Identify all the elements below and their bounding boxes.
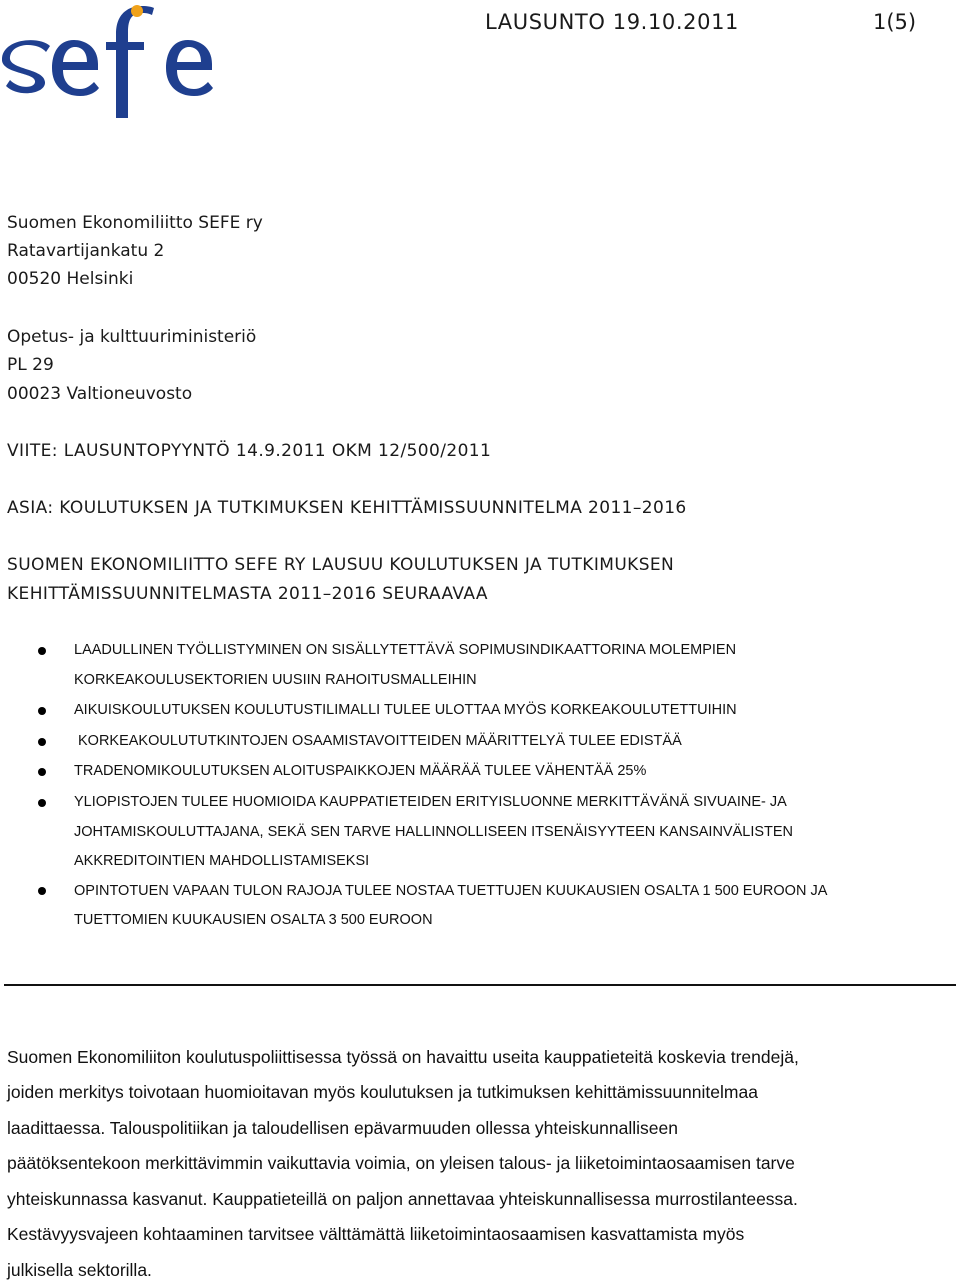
recipient-name: Opetus- ja kulttuuriministeriö: [7, 327, 257, 347]
page-number: 1(5): [873, 10, 917, 34]
body-line-3: laadittaessa. Talouspolitiikan ja taloudellisen epävarmuuden ollessa yhteiskunnalliseen: [7, 1118, 678, 1138]
bullet-item-2-line-1: AIKUISKOULUTUKSEN KOULUTUSTILIMALLI TULEE ULOTTAA MYÖS KORKEAKOULUTETTUIHIN: [74, 702, 737, 718]
sender-name: Suomen Ekonomiliitto SEFE ry: [7, 213, 263, 233]
bullet-item-6-line-1: OPINTOTUEN VAPAAN TULON RAJOJA TULEE NOSTAA TUETTUJEN KUUKAUSIEN OSALTA 1 500 EUROON JA: [74, 883, 828, 899]
bullet-item-5-line-3: AKKREDITOINTIEN MAHDOLLISTAMISEKSI: [74, 853, 370, 869]
bullet-icon: [38, 799, 46, 807]
recipient-city: 00023 Valtioneuvosto: [7, 384, 193, 404]
body-line-4: päätöksentekoon merkittävimmin vaikuttavia voimia, on yleisen talous- ja liiketoimintaosaamisen tarve: [7, 1153, 795, 1173]
bullet-item-4-line-1: TRADENOMIKOULUTUKSEN ALOITUSPAIKKOJEN MÄÄRÄÄ TULEE VÄHENTÄÄ 25%: [74, 763, 647, 779]
bullet-icon: [38, 707, 46, 715]
body-line-6: Kestävyysvajeen kohtaaminen tarvitsee välttämättä liiketoimintaosaamisen kasvattamista myös: [7, 1224, 745, 1244]
sender-street: Ratavartijankatu 2: [7, 241, 165, 261]
bullet-icon: [38, 738, 46, 746]
bullet-item-5-line-1: YLIOPISTOJEN TULEE HUOMIOIDA KAUPPATIETEIDEN ERITYISLUONNE MERKITTÄVÄNÄ SIVUAINE- JA: [74, 794, 787, 810]
sefe-logo: [2, 2, 220, 120]
body-line-7: julkisella sektorilla.: [7, 1260, 152, 1280]
subject-line: ASIA: KOULUTUKSEN JA TUTKIMUKSEN KEHITTÄMISSUUNNITELMA 2011–2016: [7, 498, 687, 518]
reference-line: VIITE: LAUSUNTOPYYNTÖ 14.9.2011 OKM 12/500/2011: [7, 441, 492, 461]
body-line-1: Suomen Ekonomiliiton koulutuspoliittisessa työssä on havaittu useita kauppatieteitä koskevia trendejä,: [7, 1047, 799, 1067]
bullet-item-5-line-2: JOHTAMISKOULUTTAJANA, SEKÄ SEN TARVE HALLINNOLLISEEN ITSENÄISYYTEEN KANSAINVÄLISTEN: [74, 824, 794, 840]
bullet-item-1-line-2: KORKEAKOULUSEKTORIEN UUSIIN RAHOITUSMALLEIHIN: [74, 672, 477, 688]
bullet-item-3-line-1: KORKEAKOULUTUTKINTOJEN OSAAMISTAVOITTEIDEN MÄÄRITTELYÄ TULEE EDISTÄÄ: [78, 733, 682, 749]
sender-city: 00520 Helsinki: [7, 269, 134, 289]
intro-line-2: KEHITTÄMISSUUNNITELMASTA 2011–2016 SEURAAVAA: [7, 584, 488, 604]
recipient-box: PL 29: [7, 355, 54, 375]
body-line-2: joiden merkitys toivotaan huomioitavan myös koulutuksen ja tutkimuksen kehittämissuunnitelmaa: [7, 1082, 758, 1102]
body-line-5: yhteiskunnassa kasvanut. Kauppatieteillä on paljon annettavaa yhteiskunnallisessa murrostilanteessa.: [7, 1189, 798, 1209]
logo-dot: [131, 5, 143, 17]
section-divider: [4, 984, 956, 986]
bullet-icon: [38, 647, 46, 655]
bullet-item-6-line-2: TUETTOMIEN KUUKAUSIEN OSALTA 3 500 EUROON: [74, 912, 433, 928]
bullet-icon: [38, 768, 46, 776]
intro-line-1: SUOMEN EKONOMILIITTO SEFE RY LAUSUU KOULUTUKSEN JA TUTKIMUKSEN: [7, 555, 675, 575]
document-title: LAUSUNTO 19.10.2011: [485, 10, 739, 34]
bullet-icon: [38, 887, 46, 895]
bullet-item-1-line-1: LAADULLINEN TYÖLLISTYMINEN ON SISÄLLYTETTÄVÄ SOPIMUSINDIKAATTORINA MOLEMPIEN: [74, 642, 737, 658]
